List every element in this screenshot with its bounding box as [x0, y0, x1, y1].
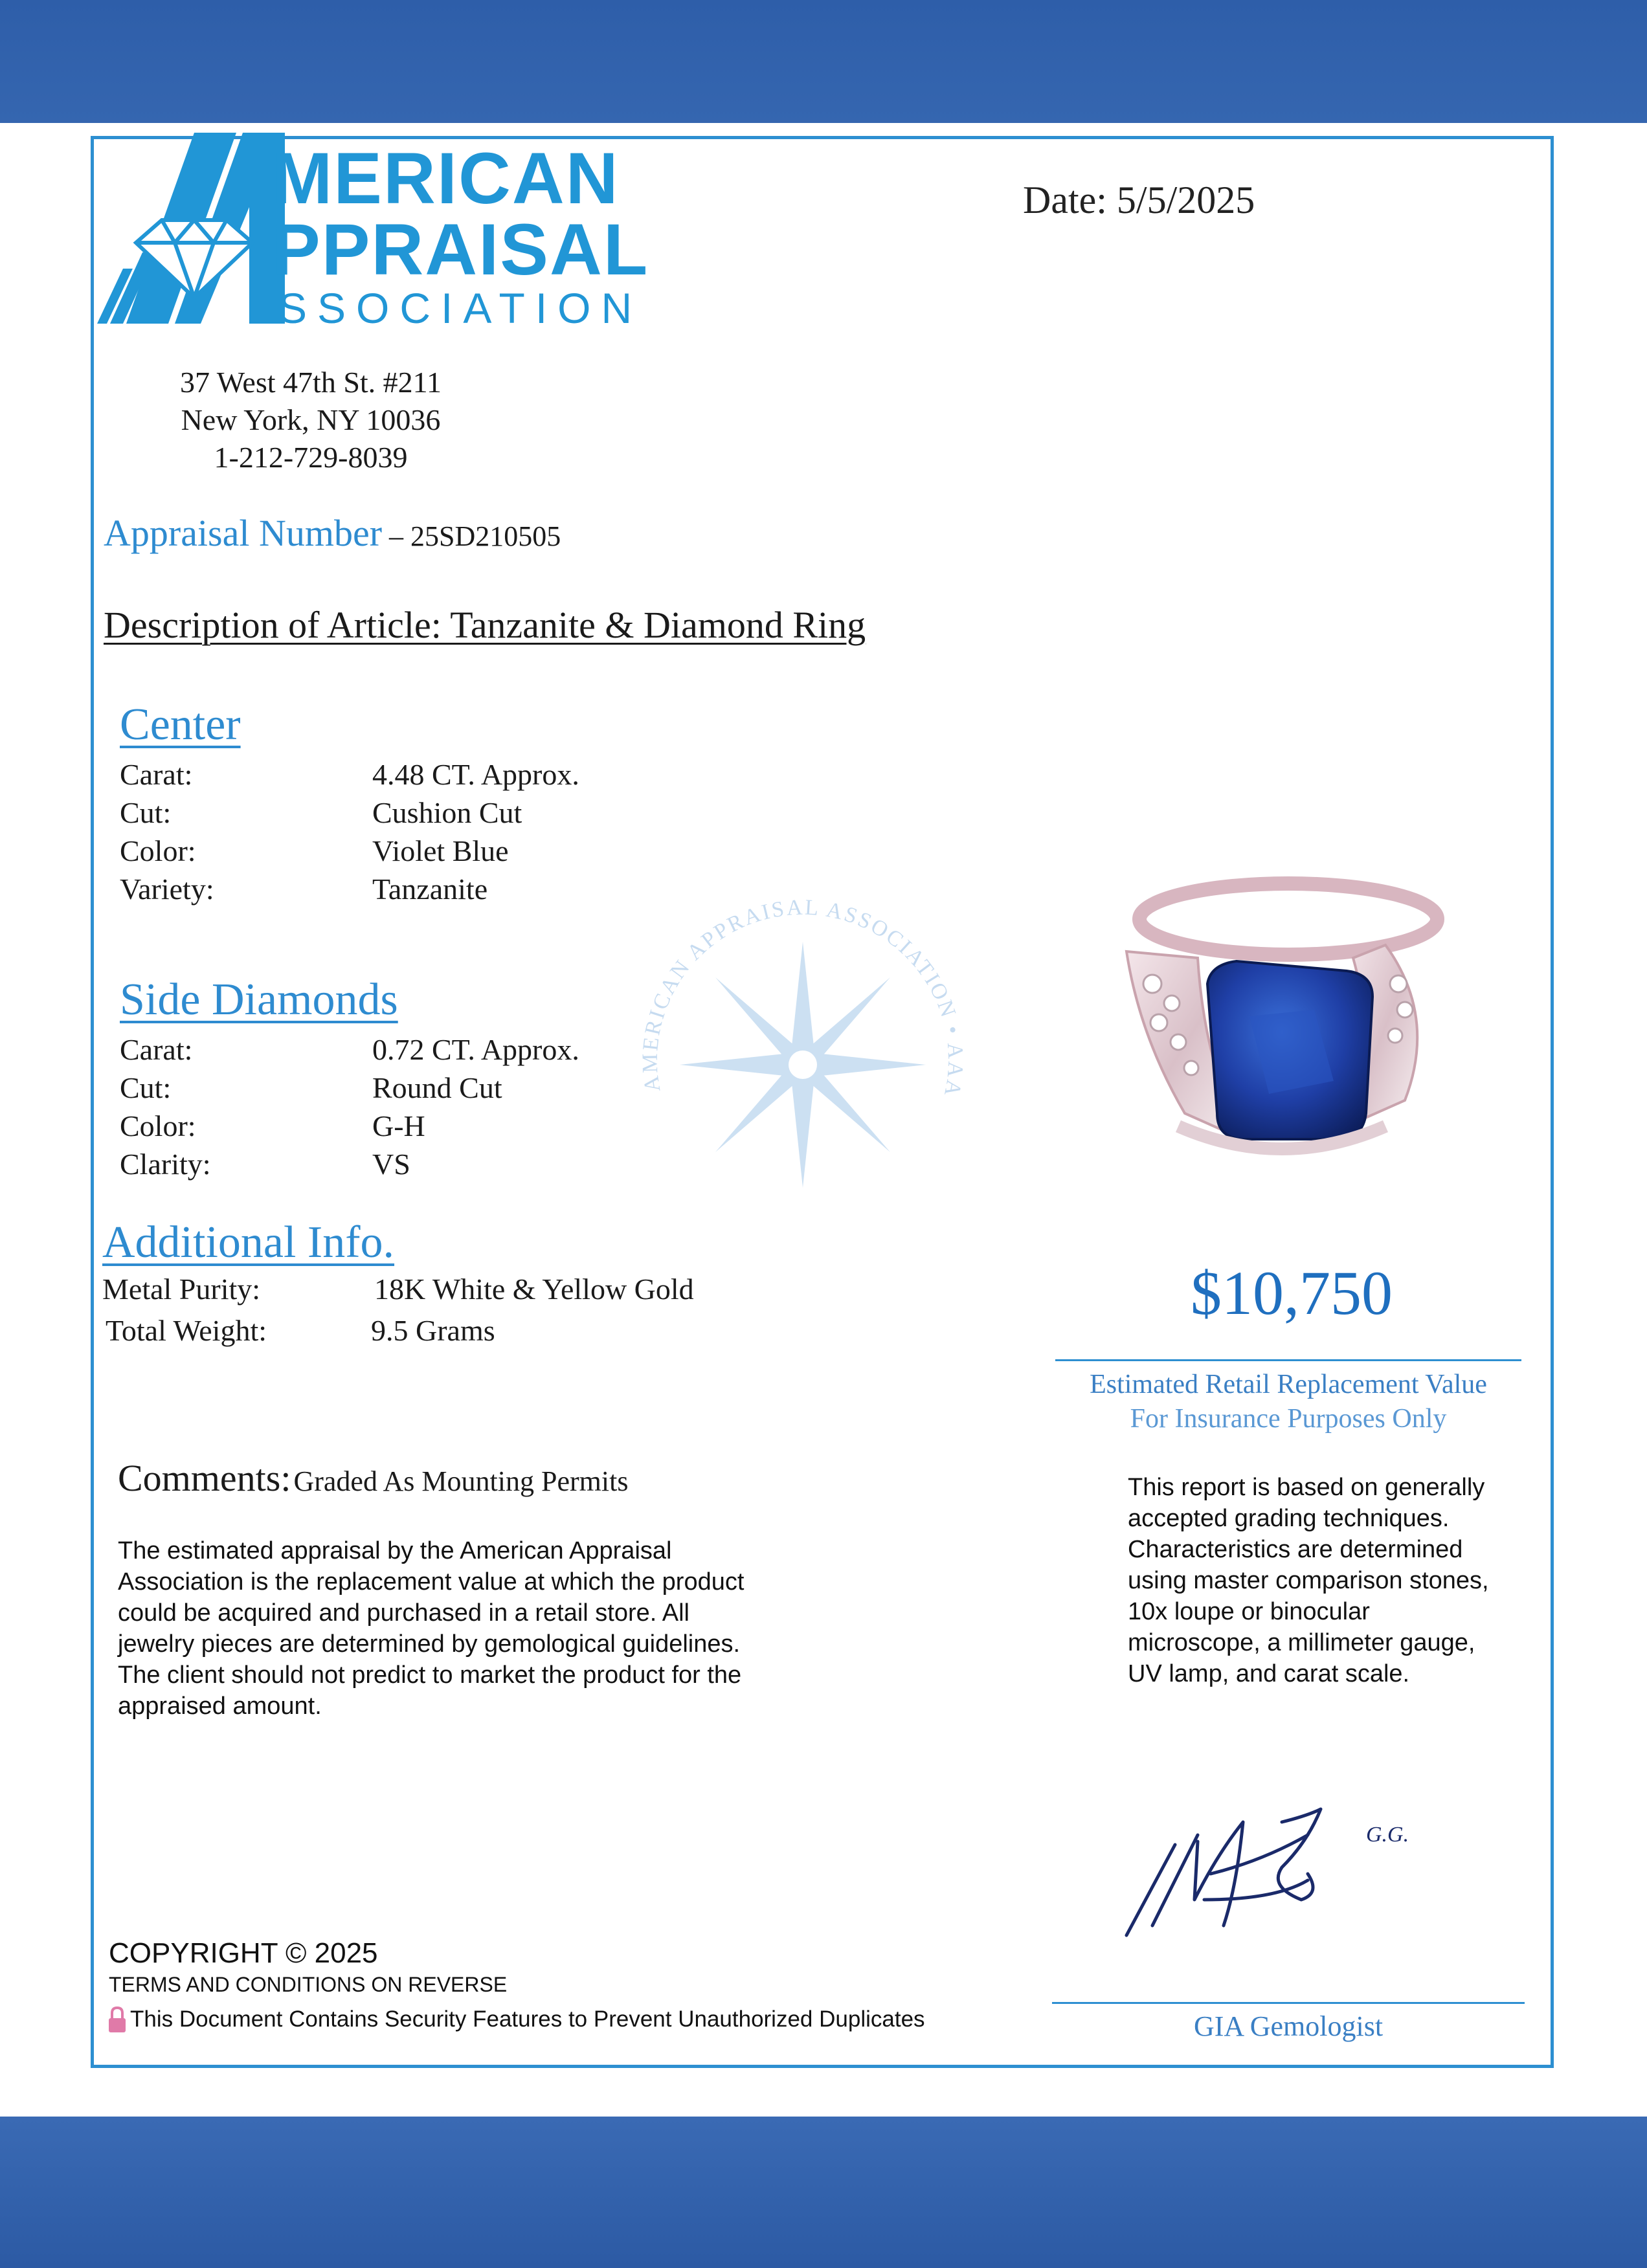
diamond-logo-icon [97, 129, 291, 330]
disclaimer-text: The estimated appraisal by the American Appraisal Association is the replacement value at which the product could be acquired and purchased in a retail store. All jewelry pieces are determined by gemological guidelines. The client should not predict to market the product for the appraised amount. [118, 1537, 745, 1720]
side-diamonds-heading: Side Diamonds [120, 975, 398, 1025]
additional-info-heading: Additional Info. [102, 1217, 395, 1267]
center-color-value: Violet Blue [372, 834, 509, 867]
appraisal-date: Date: 5/5/2025 [1023, 179, 1255, 221]
side-color-label: Color: [120, 1109, 196, 1142]
total-weight-label: Total Weight: [106, 1314, 267, 1347]
center-cut-label: Cut: [120, 796, 172, 829]
address-line-3: 1-212-729-8039 [214, 441, 408, 474]
comments-text: Graded As Mounting Permits [293, 1465, 629, 1497]
logo [97, 129, 649, 332]
appraised-value: $10,750 [1191, 1258, 1393, 1328]
appraisal-number-label: Appraisal Number [104, 512, 383, 554]
address-line-1: 37 West 47th St. #211 [180, 366, 442, 399]
watermark-seal [622, 884, 984, 1272]
value-divider [1055, 1359, 1521, 1361]
address-line-2: New York, NY 10036 [181, 403, 441, 436]
metal-purity-value: 18K White & Yellow Gold [374, 1273, 694, 1306]
logo-line-3: SSOCIATION [278, 284, 643, 332]
center-color-label: Color: [120, 834, 196, 867]
value-caption-2: For Insurance Purposes Only [1130, 1404, 1447, 1434]
total-weight-value: 9.5 Grams [371, 1314, 495, 1347]
signature-title: GIA Gemologist [1193, 2010, 1384, 2042]
side-color-value: G-H [372, 1109, 425, 1142]
lock-icon [107, 2005, 128, 2034]
top-blue-band [0, 0, 1647, 123]
article-description: Description of Article: Tanzanite & Diamond Ring [104, 604, 866, 646]
center-variety-label: Variety: [120, 873, 214, 906]
center-carat-label: Carat: [120, 758, 193, 791]
seal-text: AMERICAN APPRAISAL ASSOCIATION • AAA [638, 895, 968, 1099]
bottom-blue-band [0, 2117, 1647, 2268]
copyright: COPYRIGHT © 2025 [109, 1937, 378, 1969]
terms-notice: TERMS AND CONDITIONS ON REVERSE [109, 1973, 508, 1996]
address-block [129, 364, 492, 476]
side-cut-value: Round Cut [372, 1071, 502, 1104]
metal-purity-label: Metal Purity: [102, 1273, 261, 1306]
side-cut-label: Cut: [120, 1071, 172, 1104]
appraisal-number-value: 25SD210505 [410, 520, 561, 552]
signature-suffix: G.G. [1366, 1823, 1409, 1847]
gemologist-signature [1114, 1796, 1476, 1945]
appraisal-number-separator: – [382, 520, 411, 552]
signature-line [1052, 2002, 1525, 2004]
center-heading: Center [120, 700, 241, 750]
appraisal-number-line [104, 511, 561, 555]
security-notice [107, 2005, 925, 2034]
value-caption-1: Estimated Retail Replacement Value [1090, 1370, 1487, 1399]
side-carat-value: 0.72 CT. Approx. [372, 1033, 579, 1066]
center-cut-value: Cushion Cut [372, 796, 522, 829]
comments-line [118, 1456, 628, 1500]
comments-label: Comments: [118, 1457, 291, 1499]
security-text: This Document Contains Security Features to Prevent Unauthorized Duplicates [130, 2007, 925, 2032]
side-carat-label: Carat: [120, 1033, 193, 1066]
center-carat-value: 4.48 CT. Approx. [372, 758, 579, 791]
center-variety-value: Tanzanite [372, 873, 488, 906]
logo-line-2: PPRAISAL [272, 209, 649, 290]
side-clarity-value: VS [372, 1148, 410, 1181]
side-clarity-label: Clarity: [120, 1148, 211, 1181]
ring-photo [1101, 867, 1463, 1191]
report-note: This report is based on generally accepted grading techniques. Characteristics are determined using master comparison stones, 10x loupe or binocular microscope, a millimeter gauge, UV lamp, and carat scale. [1128, 1474, 1489, 1687]
logo-line-1: MERICAN [272, 138, 620, 219]
